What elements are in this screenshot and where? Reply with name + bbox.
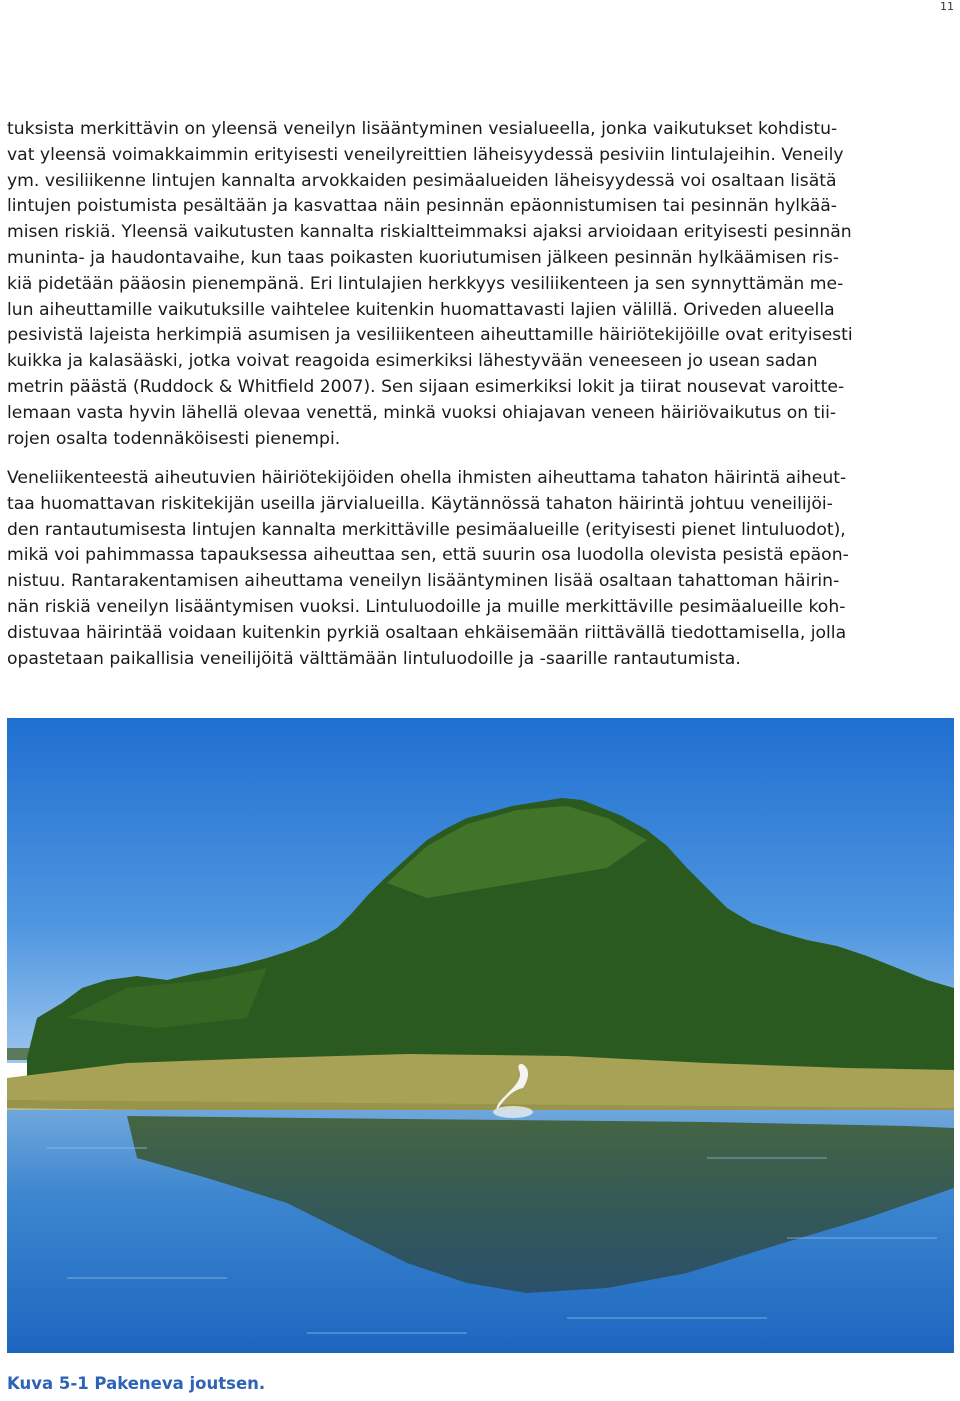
page-number: 11 bbox=[940, 0, 954, 13]
body-paragraph-2: Veneliikenteestä aiheutuvien häiriötekijöiden ohella ihmisten aiheuttama tahaton häirintä aiheut- taa huomattavan riskitekijän useilla järvialueilla. Käytännössä tahaton häirintä johtuu veneilijöi- den rantautumisesta lintujen kannalta merkittäville pesimäalueille (erityisesti pienet lintuluodot), mikä voi pahimmassa tapauksessa aiheuttaa sen, että suurin osa luodolla olevista pesistä epäon- nistuu. Rantarakentamisen aiheuttama veneilyn lisääntyminen lisää osaltaan tahattoman häirin- nän riskiä veneilyn lisääntymisen vuoksi. Lintuluodoille ja muille merkittäville pesimäalueille koh- distuvaa häirintää voidaan kuitenkin pyrkiä osaltaan ehkäisemään riittävällä tiedottamisella, jolla opastetaan paikallisia veneilijöitä välttämään lintuluodoille ja -saarille rantautumista. bbox=[7, 468, 849, 669]
body-paragraph-1: tuksista merkittävin on yleensä veneilyn lisääntyminen vesialueella, jonka vaikutukset kohdistu- vat yleensä voimakkaimmin erityisesti veneilyreittien läheisyydessä pesiviin lintulajeihin. Veneily ym. vesiliikenne lintujen kannalta arvokkaiden pesimäalueiden läheisyydessä voi osaltaan lisätä lintujen poistumista pesältään ja kasvattaa näin pesinnän epäonnistumisen tai pesinnän hylkää- misen riskiä. Yleensä vaikutusten kannalta riskialtteimmaksi ajaksi arvioidaan erityisesti pesinnän muninta- ja haudontavaihe, kun taas poikasten kuoriutumisen jälkeen pesinnän hylkäämisen ris- kiä pidetään pääosin pienempänä. Eri lintulajien herkkyys vesiliikenteen ja sen synnyttämän me- lun aiheuttamille vaikutuksille vaihtelee kuitenkin huomattavasti lajien välillä. Oriveden alueella pesivistä lajeista herkimpiä asumisen ja vesiliikenteen aiheuttamille häiriötekijöille ovat erityisesti kuikka ja kalasääski, jotka voivat reagoida esimerkiksi lähestyvään veneeseen jo usean sadan metrin päästä (Ruddock & Whitfield 2007). Sen sijaan esimerkiksi lokit ja tiirat nousevat varoitte- lemaan vasta hyvin lähellä olevaa venettä, minkä vuoksi ohiajavan veneen häiriövaikutus on tii- rojen osalta todennäköisesti pienempi. bbox=[7, 119, 853, 449]
figure-caption: Kuva 5-1 Pakeneva joutsen. bbox=[7, 1374, 266, 1393]
swan-lake-photo bbox=[7, 718, 954, 1353]
